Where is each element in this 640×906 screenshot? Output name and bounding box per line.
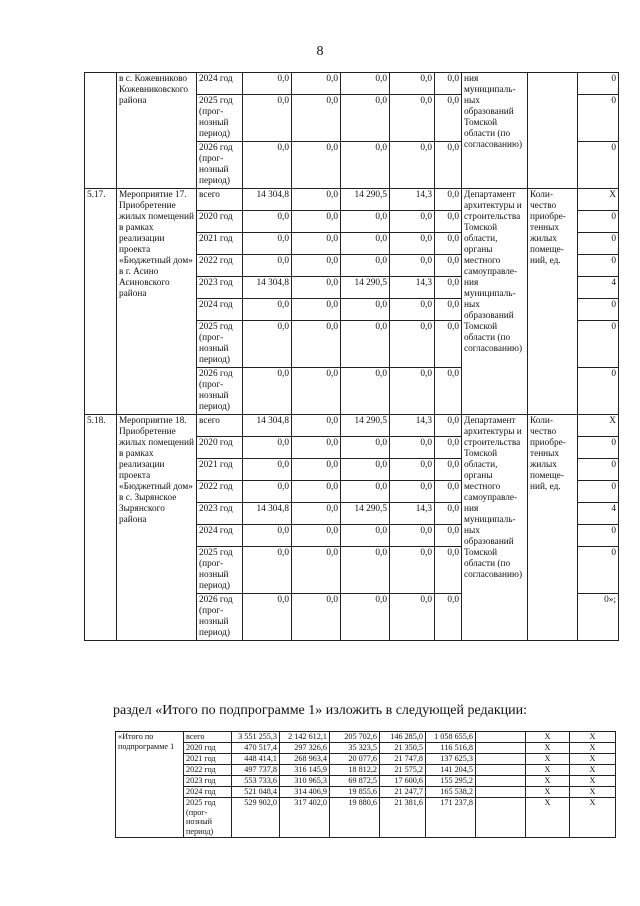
indicator-value-cell: 0»;: [578, 594, 619, 641]
summary-year-cell: 2025 год (прог-нозный период): [184, 798, 232, 838]
summary-year-cell: 2020 год: [184, 743, 232, 754]
value-cell: 0,0: [243, 594, 292, 641]
value-cell: 0,0: [435, 142, 462, 189]
indicator-cell: [528, 73, 578, 189]
value-cell: 14,3: [390, 277, 435, 299]
summary-x-cell: X: [570, 754, 616, 765]
summary-value-cell: 205 702,6: [330, 732, 380, 743]
summary-value-cell: 35 323,5: [330, 743, 380, 754]
year-cell: всего: [197, 415, 243, 437]
year-cell: 2023 год: [197, 503, 243, 525]
value-cell: 0,0: [292, 95, 341, 142]
summary-value-cell: 314 406,9: [280, 787, 330, 798]
value-cell: 0,0: [390, 95, 435, 142]
year-cell: 2020 год: [197, 437, 243, 459]
value-cell: 0,0: [292, 277, 341, 299]
summary-value-cell: 69 872,5: [330, 776, 380, 787]
indicator-value-cell: 0: [578, 525, 619, 547]
year-cell: 2024 год: [197, 525, 243, 547]
value-cell: 0,0: [435, 233, 462, 255]
value-cell: 0,0: [390, 437, 435, 459]
value-cell: 0,0: [243, 73, 292, 95]
summary-value-cell: 116 516,8: [426, 743, 476, 754]
value-cell: 0,0: [341, 142, 390, 189]
value-cell: 0,0: [341, 525, 390, 547]
value-cell: 14 290,5: [341, 189, 390, 211]
summary-year-cell: 2023 год: [184, 776, 232, 787]
value-cell: 0,0: [435, 415, 462, 437]
value-cell: 0,0: [435, 594, 462, 641]
value-cell: 0,0: [390, 142, 435, 189]
summary-value-cell: 1 058 655,6: [426, 732, 476, 743]
value-cell: 0,0: [292, 503, 341, 525]
value-cell: 0,0: [435, 73, 462, 95]
summary-value-cell: 2 142 612,1: [280, 732, 330, 743]
summary-value-cell: 21 381,6: [380, 798, 426, 838]
year-cell: 2023 год: [197, 277, 243, 299]
value-cell: 0,0: [292, 481, 341, 503]
value-cell: 0,0: [435, 459, 462, 481]
value-cell: 0,0: [292, 368, 341, 415]
year-cell: 2025 год (прог-нозный период): [197, 547, 243, 594]
summary-value-cell: 297 326,6: [280, 743, 330, 754]
summary-x-cell: X: [526, 743, 570, 754]
table-row: [85, 189, 619, 211]
value-cell: 0,0: [341, 211, 390, 233]
value-cell: 0,0: [435, 481, 462, 503]
value-cell: 0,0: [435, 368, 462, 415]
summary-empty-cell: [476, 787, 526, 798]
value-cell: 0,0: [341, 481, 390, 503]
value-cell: 0,0: [292, 437, 341, 459]
summary-x-cell: X: [570, 776, 616, 787]
value-cell: 0,0: [390, 481, 435, 503]
value-cell: 0,0: [243, 321, 292, 368]
summary-x-cell: X: [570, 765, 616, 776]
indicator-cell: Коли-чество приобре-тенных жилых помеще-ний, ед.: [528, 189, 578, 415]
value-cell: 0,0: [341, 233, 390, 255]
indicator-value-cell: 0: [578, 211, 619, 233]
summary-value-cell: 137 625,3: [426, 754, 476, 765]
summary-empty-cell: [476, 765, 526, 776]
value-cell: 0,0: [390, 525, 435, 547]
summary-x-cell: X: [526, 765, 570, 776]
year-cell: всего: [197, 189, 243, 211]
summary-x-cell: X: [570, 787, 616, 798]
summary-value-cell: 529 902,0: [232, 798, 280, 838]
summary-x-cell: X: [570, 732, 616, 743]
value-cell: 14 304,8: [243, 503, 292, 525]
table-row: [85, 415, 619, 437]
indicator-value-cell: 0: [578, 95, 619, 142]
indicator-value-cell: 0: [578, 73, 619, 95]
value-cell: 0,0: [341, 594, 390, 641]
item-name-cell: в с. Кожевниково Кожевниковского района: [117, 73, 197, 189]
value-cell: 0,0: [243, 547, 292, 594]
value-cell: 0,0: [292, 211, 341, 233]
value-cell: 0,0: [390, 73, 435, 95]
summary-value-cell: 448 414,1: [232, 754, 280, 765]
summary-x-cell: X: [526, 798, 570, 838]
value-cell: 0,0: [292, 73, 341, 95]
summary-value-cell: 146 285,0: [380, 732, 426, 743]
summary-value-cell: 20 077,6: [330, 754, 380, 765]
year-cell: 2026 год (прог-нозный период): [197, 368, 243, 415]
summary-value-cell: 19 880,6: [330, 798, 380, 838]
page-number: 8: [316, 44, 324, 59]
value-cell: 14 290,5: [341, 277, 390, 299]
summary-value-cell: 17 600,6: [380, 776, 426, 787]
indicator-value-cell: 0: [578, 547, 619, 594]
indicator-value-cell: 0: [578, 459, 619, 481]
summary-row: [116, 798, 616, 838]
summary-empty-cell: [476, 798, 526, 838]
summary-row: [116, 732, 616, 743]
value-cell: 0,0: [435, 321, 462, 368]
summary-value-cell: 317 402,0: [280, 798, 330, 838]
value-cell: 14,3: [390, 189, 435, 211]
year-cell: 2024 год: [197, 73, 243, 95]
value-cell: 14,3: [390, 503, 435, 525]
summary-x-cell: X: [570, 743, 616, 754]
value-cell: 0,0: [341, 299, 390, 321]
item-number-cell: 5.18.: [85, 415, 117, 641]
value-cell: 0,0: [390, 255, 435, 277]
value-cell: 0,0: [292, 415, 341, 437]
summary-value-cell: 155 295,2: [426, 776, 476, 787]
summary-row: [116, 754, 616, 765]
value-cell: 0,0: [341, 368, 390, 415]
indicator-value-cell: 0: [578, 437, 619, 459]
year-cell: 2022 год: [197, 255, 243, 277]
summary-year-cell: всего: [184, 732, 232, 743]
indicator-value-cell: 4: [578, 277, 619, 299]
value-cell: 14,3: [390, 415, 435, 437]
value-cell: 0,0: [243, 233, 292, 255]
indicator-value-cell: 4: [578, 503, 619, 525]
indicator-value-cell: 0: [578, 299, 619, 321]
item-number-cell: [85, 73, 117, 189]
value-cell: 0,0: [390, 594, 435, 641]
summary-value-cell: 553 733,6: [232, 776, 280, 787]
value-cell: 0,0: [390, 547, 435, 594]
item-number-cell: 5.17.: [85, 189, 117, 415]
indicator-value-cell: X: [578, 415, 619, 437]
summary-value-cell: 21 747,8: [380, 754, 426, 765]
summary-row: [116, 787, 616, 798]
summary-value-cell: 3 551 255,3: [232, 732, 280, 743]
value-cell: 0,0: [292, 142, 341, 189]
summary-x-cell: X: [526, 787, 570, 798]
value-cell: 14 304,8: [243, 277, 292, 299]
year-cell: 2025 год (прог-нозный период): [197, 321, 243, 368]
year-cell: 2025 год (прог-нозный период): [197, 95, 243, 142]
value-cell: 0,0: [341, 95, 390, 142]
summary-value-cell: 21 350,5: [380, 743, 426, 754]
section-sentence: раздел «Итого по подпрограмме 1» изложить в следующей редакции:: [112, 703, 528, 718]
indicator-value-cell: 0: [578, 255, 619, 277]
summary-value-cell: 268 963,4: [280, 754, 330, 765]
value-cell: 0,0: [341, 459, 390, 481]
summary-row: [116, 743, 616, 754]
indicator-value-cell: 0: [578, 233, 619, 255]
value-cell: 0,0: [435, 299, 462, 321]
value-cell: 0,0: [435, 437, 462, 459]
summary-value-cell: 19 855,6: [330, 787, 380, 798]
value-cell: 0,0: [435, 277, 462, 299]
summary-x-cell: X: [526, 732, 570, 743]
summary-x-cell: X: [526, 776, 570, 787]
year-cell: 2026 год (прог-нозный период): [197, 594, 243, 641]
item-name-cell: Мероприятие 18. Приобретение жилых помещений в рамках реализации проекта «Бюджетный дом» в с. Зырянское Зырянского района: [117, 415, 197, 641]
year-cell: 2022 год: [197, 481, 243, 503]
value-cell: 0,0: [390, 459, 435, 481]
value-cell: 0,0: [292, 189, 341, 211]
value-cell: 0,0: [390, 211, 435, 233]
indicator-value-cell: 0: [578, 481, 619, 503]
summary-value-cell: 470 517,4: [232, 743, 280, 754]
indicator-value-cell: 0: [578, 142, 619, 189]
summary-value-cell: 521 048,4: [232, 787, 280, 798]
value-cell: 0,0: [243, 437, 292, 459]
value-cell: 0,0: [341, 437, 390, 459]
summary-empty-cell: [476, 743, 526, 754]
executor-cell: Департамент архитектуры и строительства Томской области, органы местного самоуправле-ния муниципаль-ных образований Томской области (по согласованию): [462, 415, 528, 641]
summary-year-cell: 2021 год: [184, 754, 232, 765]
summary-value-cell: 165 538,2: [426, 787, 476, 798]
value-cell: 14 304,8: [243, 415, 292, 437]
summary-value-cell: 21 247,7: [380, 787, 426, 798]
value-cell: 14 290,5: [341, 415, 390, 437]
value-cell: 14 290,5: [341, 503, 390, 525]
year-cell: 2021 год: [197, 459, 243, 481]
executor-cell: ния муниципаль-ных образований Томской области (по согласованию): [462, 73, 528, 189]
value-cell: 0,0: [292, 299, 341, 321]
indicator-value-cell: 0: [578, 321, 619, 368]
value-cell: 0,0: [341, 547, 390, 594]
value-cell: 0,0: [292, 459, 341, 481]
value-cell: 0,0: [292, 233, 341, 255]
value-cell: 0,0: [435, 211, 462, 233]
value-cell: 0,0: [341, 321, 390, 368]
program-table: [84, 72, 619, 641]
value-cell: 14 304,8: [243, 189, 292, 211]
value-cell: 0,0: [292, 594, 341, 641]
summary-year-cell: 2024 год: [184, 787, 232, 798]
value-cell: 0,0: [243, 525, 292, 547]
item-name-cell: Мероприятие 17. Приобретение жилых помещений в рамках реализации проекта «Бюджетный дом» в г. Асино Асиновского района: [117, 189, 197, 415]
table-row: [85, 73, 619, 95]
summary-empty-cell: [476, 732, 526, 743]
summary-empty-cell: [476, 754, 526, 765]
value-cell: 0,0: [435, 547, 462, 594]
value-cell: 0,0: [435, 255, 462, 277]
value-cell: 0,0: [292, 525, 341, 547]
summary-value-cell: 171 237,8: [426, 798, 476, 838]
value-cell: 0,0: [435, 95, 462, 142]
summary-x-cell: X: [570, 798, 616, 838]
value-cell: 0,0: [243, 299, 292, 321]
value-cell: 0,0: [292, 547, 341, 594]
value-cell: 0,0: [341, 73, 390, 95]
year-cell: 2026 год (прог-нозный период): [197, 142, 243, 189]
summary-empty-cell: [476, 776, 526, 787]
value-cell: 0,0: [243, 255, 292, 277]
summary-value-cell: 141 204,5: [426, 765, 476, 776]
value-cell: 0,0: [390, 321, 435, 368]
value-cell: 0,0: [292, 255, 341, 277]
summary-value-cell: 497 737,8: [232, 765, 280, 776]
summary-value-cell: 18 812,2: [330, 765, 380, 776]
indicator-value-cell: 0: [578, 368, 619, 415]
value-cell: 0,0: [390, 233, 435, 255]
value-cell: 0,0: [243, 481, 292, 503]
summary-value-cell: 316 145,9: [280, 765, 330, 776]
year-cell: 2024 год: [197, 299, 243, 321]
summary-label-cell: «Итого по подпрограмме 1: [116, 732, 184, 838]
indicator-value-cell: X: [578, 189, 619, 211]
value-cell: 0,0: [243, 142, 292, 189]
executor-cell: Департамент архитектуры и строительства Томской области, органы местного самоуправле-ния муниципаль-ных образований Томской области (по согласованию): [462, 189, 528, 415]
value-cell: 0,0: [243, 368, 292, 415]
summary-row: [116, 776, 616, 787]
summary-value-cell: 21 575,2: [380, 765, 426, 776]
value-cell: 0,0: [243, 95, 292, 142]
value-cell: 0,0: [243, 211, 292, 233]
value-cell: 0,0: [435, 189, 462, 211]
year-cell: 2020 год: [197, 211, 243, 233]
summary-value-cell: 310 965,3: [280, 776, 330, 787]
value-cell: 0,0: [292, 321, 341, 368]
value-cell: 0,0: [435, 503, 462, 525]
value-cell: 0,0: [390, 368, 435, 415]
summary-row: [116, 765, 616, 776]
value-cell: 0,0: [341, 255, 390, 277]
summary-x-cell: X: [526, 754, 570, 765]
year-cell: 2021 год: [197, 233, 243, 255]
summary-year-cell: 2022 год: [184, 765, 232, 776]
value-cell: 0,0: [390, 299, 435, 321]
value-cell: 0,0: [435, 525, 462, 547]
summary-table: [115, 731, 616, 838]
indicator-cell: Коли-чество приобре-тенных жилых помеще-ний, ед.: [528, 415, 578, 641]
value-cell: 0,0: [243, 459, 292, 481]
